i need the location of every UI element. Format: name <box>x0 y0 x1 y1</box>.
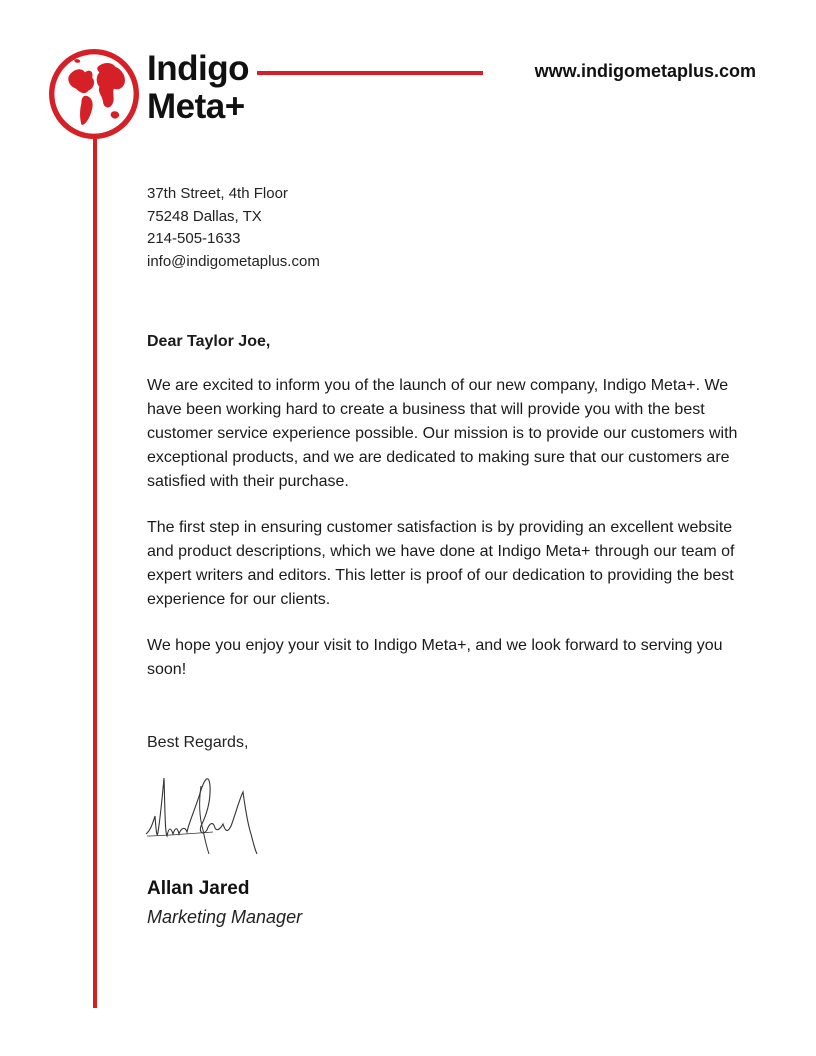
letter-paragraph: We are excited to inform you of the launch of our new company, Indigo Meta+. We have been working hard to create a business that will provide you with the best customer service experience possible. Our mission is to provide our customers with exceptional products, and we are dedicated to making sure that our customers are satisfied with their purchase. <box>147 377 738 490</box>
accent-horizontal-line <box>257 71 483 75</box>
address-street: 37th Street, 4th Floor <box>147 185 288 202</box>
letter-paragraph: The first step in ensuring customer satisfaction is by providing an excellent website and product descriptions, which we have done at Indigo Meta+ through our team of expert writers and editors. This letter is proof of our dedication to providing the best experience for our clients. <box>147 519 735 608</box>
brand-name <box>147 50 249 126</box>
accent-vertical-line <box>93 128 97 1008</box>
address-phone: 214-505-1633 <box>147 230 241 247</box>
signer-name: Allan Jared <box>147 878 250 899</box>
letter-body <box>147 330 757 704</box>
brand-name-line1: Indigo <box>147 49 249 88</box>
signer-title: Marketing Manager <box>147 907 303 927</box>
letter-greeting: Dear Taylor Joe, <box>147 333 271 350</box>
handwritten-signature <box>143 770 261 858</box>
brand-name-line2: Meta+ <box>147 87 245 126</box>
letter-paragraph: We hope you enjoy your visit to Indigo Meta+, and we look forward to serving you soon! <box>147 637 723 678</box>
globe-icon <box>49 49 139 139</box>
address-email: info@indigometaplus.com <box>147 252 320 270</box>
sender-address-block <box>147 183 320 273</box>
website-link[interactable]: www.indigometaplus.com <box>534 61 756 81</box>
letter-closing: Best Regards, <box>147 734 249 751</box>
address-city: 75248 Dallas, TX <box>147 207 262 225</box>
